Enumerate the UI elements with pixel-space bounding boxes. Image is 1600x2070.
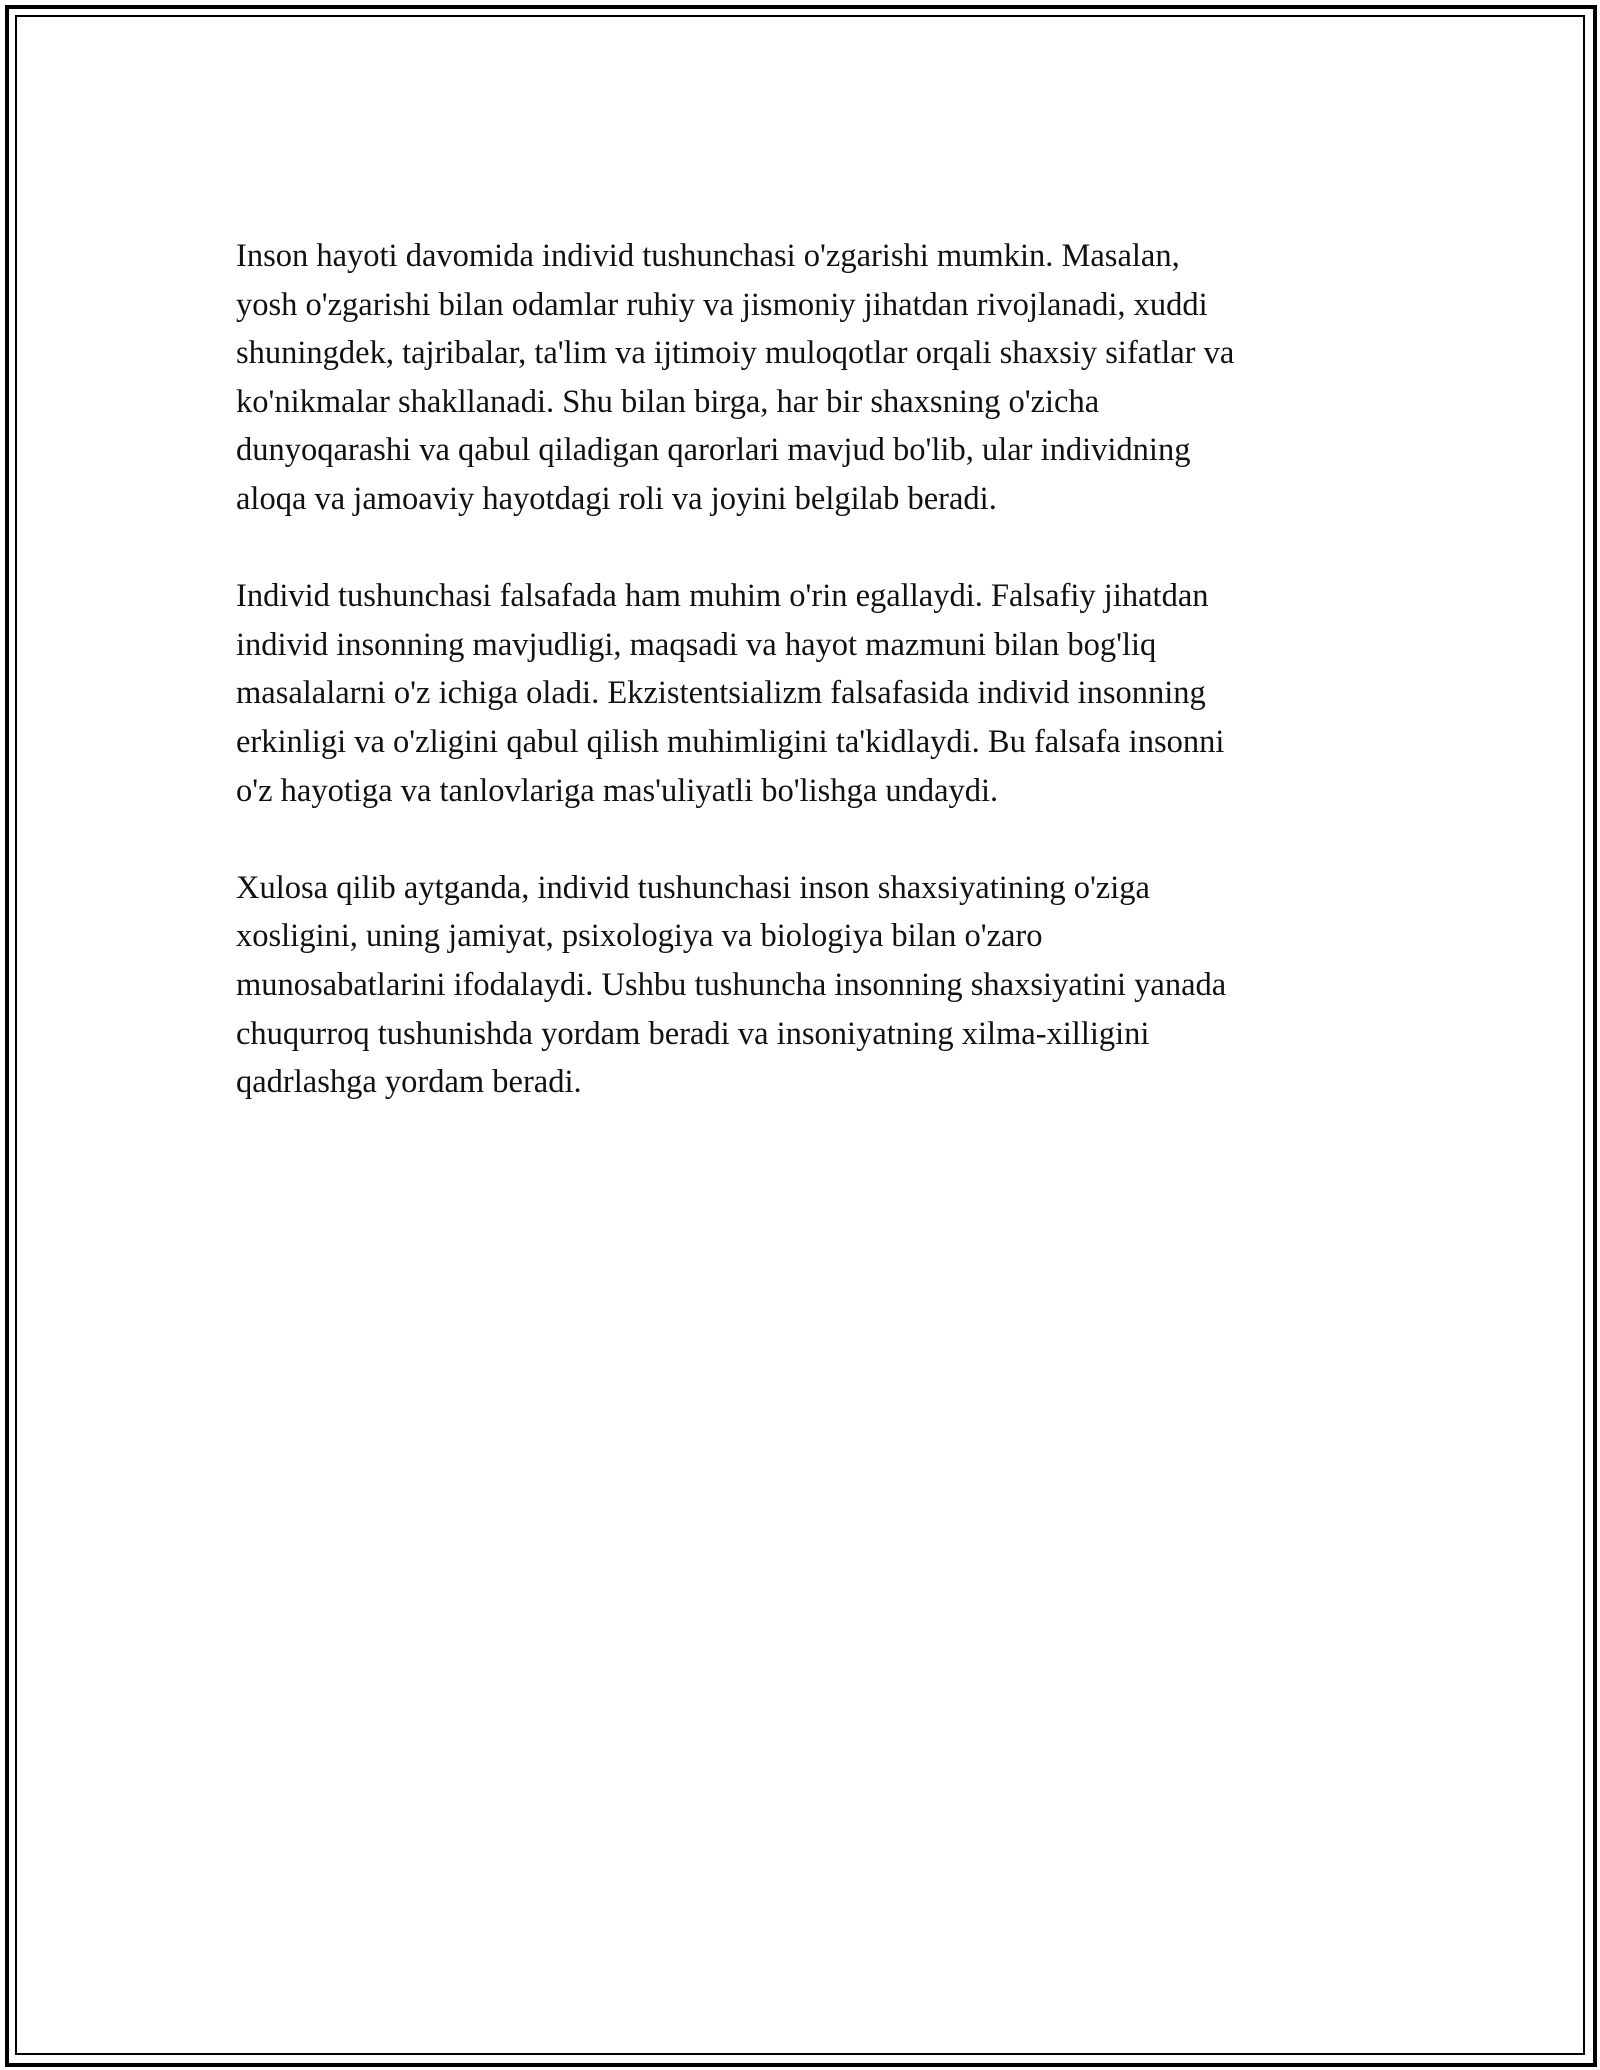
paragraph-line: qadrlashga yordam beradi.: [236, 1064, 582, 1101]
paragraph-2: [236, 572, 1376, 815]
paragraph-line: masalalarni o'z ichiga oladi. Ekzistentsializm falsafasida individ insonning: [236, 675, 1206, 712]
paragraph-line: Inson hayoti davomida individ tushunchasi o'zgarishi mumkin. Masalan,: [236, 238, 1180, 274]
paragraph-1: [236, 232, 1376, 524]
paragraph-line: yosh o'zgarishi bilan odamlar ruhiy va jismoniy jihatdan rivojlanadi, xuddi: [236, 286, 1208, 323]
paragraph-line: o'z hayotiga va tanlovlariga mas'uliyatli bo'lishga undaydi.: [236, 772, 999, 809]
paragraph-line: dunyoqarashi va qabul qiladigan qarorlari mavjud bo'lib, ular individning: [236, 432, 1191, 469]
paragraph-line: munosabatlarini ifodalaydi. Ushbu tushuncha insonning shaxsiyatini yanada: [236, 966, 1227, 1003]
paragraph-line: individ insonning mavjudligi, maqsadi va hayot mazmuni bilan bog'liq: [236, 626, 1157, 663]
paragraph-line: aloqa va jamoaviy hayotdagi roli va joyini belgilab beradi.: [236, 480, 997, 517]
paragraph-line: xosligini, uning jamiyat, psixologiya va biologiya bilan o'zaro: [236, 918, 1043, 955]
paragraph-3: [236, 864, 1376, 1107]
paragraph-line: chuqurroq tushunishda yordam beradi va insoniyatning xilma-xilligini: [236, 1015, 1150, 1052]
paragraph-line: ko'nikmalar shakllanadi. Shu bilan birga, har bir shaxsning o'zicha: [236, 383, 1100, 420]
document-body: [236, 232, 1376, 1155]
paragraph-line: Xulosa qilib aytganda, individ tushunchasi inson shaxsiyatining o'ziga: [236, 869, 1150, 906]
paragraph-line: erkinligi va o'zligini qabul qilish muhimligini ta'kidlaydi. Bu falsafa insonni: [236, 723, 1225, 760]
paragraph-line: shuningdek, tajribalar, ta'lim va ijtimoiy muloqotlar orqali shaxsiy sifatlar va: [236, 335, 1235, 372]
paragraph-line: Individ tushunchasi falsafada ham muhim o'rin egallaydi. Falsafiy jihatdan: [236, 578, 1209, 615]
